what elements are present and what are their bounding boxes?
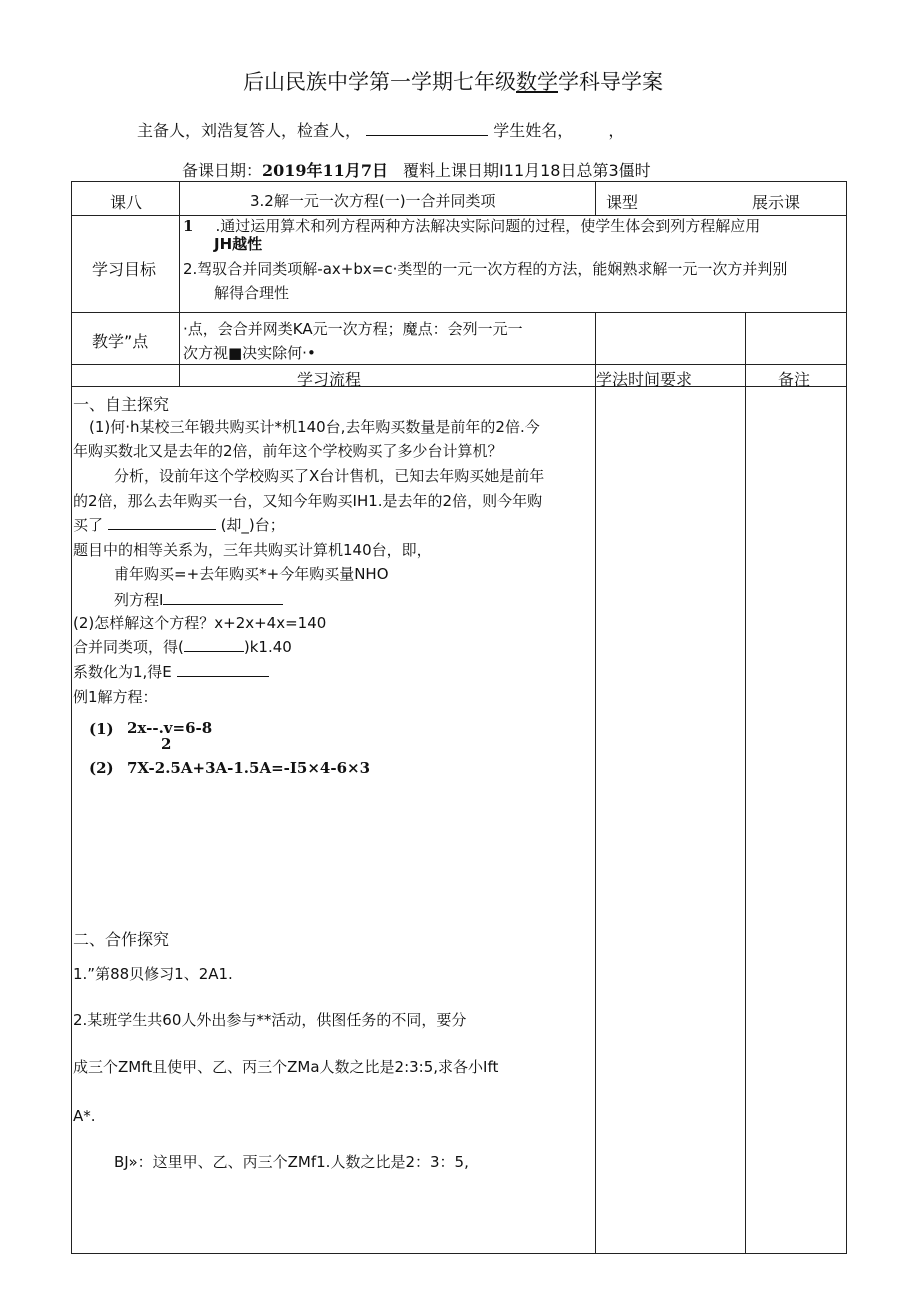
- goal-1: [183, 215, 760, 236]
- para-5-blank: [108, 515, 216, 530]
- para-5-end: (却_)台；: [220, 516, 285, 534]
- para-9: (2)怎样解这个方程？x+2x+4x=140: [73, 614, 327, 632]
- para-3: 分析，设前年这个学校购买了X台计售机，已知去年购买她是前年: [114, 467, 545, 485]
- example-1-expression: 2x--.v=6-8: [127, 719, 213, 737]
- lesson-label: 课八: [110, 193, 143, 212]
- date-value: 2019年11月7日: [262, 161, 388, 180]
- para-8-text: 列方程I: [114, 591, 164, 609]
- para-10-end: )k1.40: [243, 638, 292, 656]
- key-points-line1: ·点，会合并网类KA元一次方程；魔点：会列一元一: [183, 320, 523, 338]
- date-rest: 覆料上课日期I11月18日总第3僵时: [403, 161, 651, 180]
- para-7: 甫年购买=+去年购买*+今年购买量NHO: [114, 565, 389, 583]
- col-method: 学法时间要求: [596, 370, 693, 389]
- goal-1-cont: JH越性: [214, 235, 263, 253]
- para-2: 年购买数北又是去年的2倍，前年这个学校购买了多少台计算机？: [73, 442, 503, 460]
- coop-5: BJ»：这里甲、乙、丙三个ZMf1.人数之比是2：3：5,: [114, 1153, 469, 1171]
- date-label: 备课日期：: [182, 161, 263, 180]
- date-line: [182, 158, 651, 181]
- coop-3: 成三个ZMft且使甲、乙、丙三个ZMa人数之比是2:3:5,求各小Ift: [73, 1058, 499, 1076]
- lesson-title: 3.2解一元一次方程(一)一合并同类项: [250, 192, 496, 210]
- title-prefix: 后山民族中学第一学期七年级: [243, 70, 516, 94]
- title-subject: 数学: [516, 70, 558, 94]
- para-12: 例1解方程：: [73, 688, 158, 706]
- para-1: (1)何·h某校三年锻共购买计*机140台,去年购买数量是前年的2倍.今: [89, 418, 540, 436]
- staff-info: 主备人，刘浩复答人，检查人，: [137, 121, 362, 140]
- example-1-denominator: 2: [161, 735, 172, 753]
- para-5-start: 买了: [73, 516, 104, 534]
- goal-2: 2.驾驭合并同类项解-ax+bx=c·类型的一元一次方程的方法，能娴熟求解一元一次方并判别: [183, 260, 788, 278]
- coop-2: 2.某班学生共60人外出参与**活动，供图任务的不同，要分: [73, 1011, 467, 1029]
- type-value: 展示课: [752, 193, 801, 212]
- page-title: [243, 66, 663, 96]
- equation-blank: [163, 590, 283, 605]
- goal-1-number: 1: [183, 217, 194, 235]
- para-6: 题目中的相等关系为，三年共购买计算机140台，即，: [73, 541, 432, 559]
- student-name-label: 学生姓名，: [493, 121, 574, 140]
- para-8: [114, 589, 283, 610]
- goal-1-text: .通过运用算术和列方程两种方法解决实际问题的过程，使学生体会到列方程解应用: [215, 217, 761, 235]
- col-flow: 学习流程: [297, 370, 362, 389]
- example-2-number: (2): [89, 759, 114, 777]
- para-10: [73, 636, 292, 657]
- para-5: [73, 514, 285, 535]
- inspector-blank: [366, 121, 488, 136]
- example-2-expression: 7X-2.5A+3A-1.5A=-I5×4-6×3: [127, 759, 371, 777]
- example-1-number: (1): [89, 720, 114, 738]
- key-points-label: 教学”点: [92, 332, 149, 351]
- solution-blank: [177, 662, 269, 677]
- staff-line: [137, 118, 624, 141]
- student-name-mark: ，: [608, 121, 625, 140]
- coop-4: A*.: [73, 1107, 96, 1125]
- coefficient-blank: [184, 637, 244, 652]
- section-2-title: 二、合作探究: [73, 930, 170, 949]
- section-1-title: 一、自主探究: [73, 395, 170, 414]
- para-11-text: 系数化为1,得E: [73, 663, 172, 681]
- title-suffix: 学科导学案: [558, 70, 663, 94]
- para-11: [73, 661, 269, 682]
- key-points-line2: 次方视■决实除何·•: [183, 344, 316, 362]
- col-note: 备注: [778, 370, 811, 389]
- para-10-start: 合并同类项，得(: [73, 638, 184, 656]
- type-label: 课型: [606, 193, 639, 212]
- para-4: 的2倍，那么去年购买一台，又知今年购买IH1.是去年的2倍，则今年购: [73, 492, 543, 510]
- coop-1: 1.”第88贝修习1、2A1.: [73, 965, 233, 983]
- goal-2-cont: 解得合理性: [214, 284, 290, 302]
- goals-label: 学习目标: [92, 260, 157, 279]
